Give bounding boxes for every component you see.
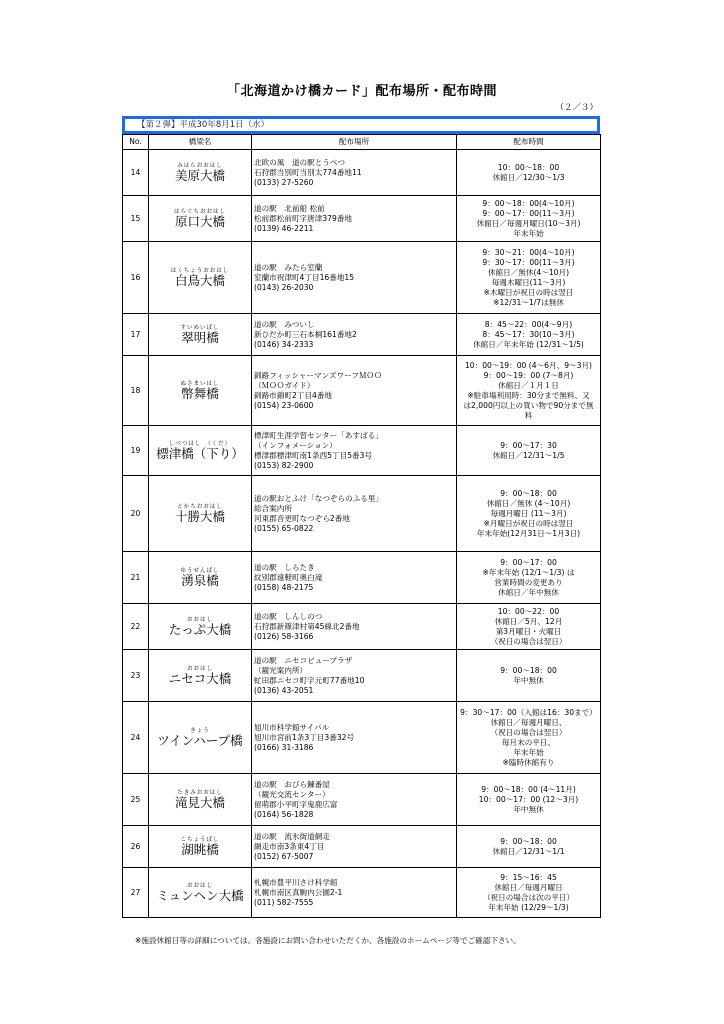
bridge-name-reading: ゆうせんばし <box>180 567 220 574</box>
place-line: 石狩郡当別町当別太774番地11 <box>254 167 362 177</box>
bridge-name-reading: すいめいばし <box>180 324 220 331</box>
place-line: 紋別郡遠軽町奥白滝 <box>254 572 323 582</box>
bridge-name-cell <box>149 426 252 476</box>
hours-line: ※月曜日が祝日の時は翌日 <box>483 518 574 528</box>
bridge-name: 湧泉橋 <box>181 572 219 588</box>
hours-cell <box>457 356 601 426</box>
hours-line: 休館日／毎週月曜日 <box>494 882 563 892</box>
table-row <box>123 650 601 702</box>
bridge-name-reading: おおはし <box>186 665 213 672</box>
place-line: 標津郡標津町南1条西5丁目5番3号 <box>254 450 373 460</box>
place-line: 総合案内所 <box>254 503 292 513</box>
hours-line: 休館日／12/30～1/3 <box>492 172 565 182</box>
hours-line: 料 <box>524 410 533 420</box>
bridge-name-cell <box>149 314 252 356</box>
place-line: 旭川市科学館サイパル <box>254 722 330 732</box>
hours-line: 9：00～17：00 <box>500 557 557 567</box>
bridge-name: 幣舞橋 <box>181 385 219 401</box>
hours-line: 10：00～22：00 <box>497 606 560 616</box>
row-number: 15 <box>123 196 149 242</box>
row-number: 18 <box>123 356 149 426</box>
table-row <box>123 826 601 868</box>
bridge-name-cell <box>149 476 252 552</box>
place-line: (0164) 56-1828 <box>254 809 314 819</box>
event-banner <box>122 116 600 134</box>
hours-line: 9：00～18：00(4～10月) <box>482 198 575 208</box>
row-number: 21 <box>123 552 149 604</box>
place-cell <box>252 604 457 650</box>
hours-line: （祝日の場合は次の平日） <box>482 892 575 902</box>
hours-line: 休館日／無休(4～10月) <box>487 267 570 277</box>
hours-line: 9：00～18：00 (4～11月) <box>481 784 576 794</box>
place-cell <box>252 702 457 774</box>
hours-cell <box>457 196 601 242</box>
hours-cell <box>457 314 601 356</box>
hours-line: 8：45～17：30(10～3月) <box>482 329 575 339</box>
row-number: 19 <box>123 426 149 476</box>
bridge-name-reading: ぬさまいはし <box>180 380 220 387</box>
hours-line: 9：00～17：00(11～3月) <box>482 208 575 218</box>
bridge-name-reading: たきみおおはし <box>177 789 223 796</box>
place-cell <box>252 826 457 868</box>
row-number: 22 <box>123 604 149 650</box>
place-line: 道の駅 みたら室蘭 <box>254 262 323 272</box>
place-cell <box>252 774 457 826</box>
bridge-name: ミュンヘン大橋 <box>156 887 244 903</box>
bridge-name-cell <box>149 868 252 918</box>
place-line: 道の駅 おびら鰊番屋 <box>254 779 330 789</box>
place-line: 道の駅 ニセコビュープラザ <box>254 655 353 665</box>
place-cell <box>252 868 457 918</box>
hours-cell <box>457 552 601 604</box>
place-line: 室蘭市祝津町4丁目16番地15 <box>254 272 355 282</box>
place-line: （インフォメーション） <box>254 440 337 450</box>
hours-line: ※年末年始 (12/1～1/3) は <box>482 567 575 577</box>
row-number: 20 <box>123 476 149 552</box>
row-number: 23 <box>123 650 149 702</box>
bridge-name-cell <box>149 552 252 604</box>
place-line: (0153) 82-2900 <box>254 460 314 470</box>
header-no: No. <box>123 135 149 150</box>
place-line: （観光交流センター） <box>254 789 330 799</box>
bridge-name-reading: こちょうばし <box>180 836 220 843</box>
bridge-name: 原口大橋 <box>174 213 225 229</box>
hours-line: 休館日／毎週月曜日、 <box>490 717 567 727</box>
hours-line: は2,000円以上の買い物で90分まで無 <box>463 400 594 410</box>
bridge-name-reading: しべつはし （くだ） <box>168 440 232 447</box>
hours-line: 毎月末の平日、 <box>501 737 556 747</box>
place-line: 河東郡音更町なつぞら2番地 <box>254 513 350 523</box>
place-line: （観光案内所） <box>254 665 308 675</box>
bridge-name-reading: はくちょうおおはし <box>170 267 230 274</box>
bridge-name: 白鳥大橋 <box>174 272 225 288</box>
place-line: 旭川市宮前1条3丁目3番32号 <box>254 732 355 742</box>
table-row <box>123 356 601 426</box>
hours-line: 9：00～19：00 (7～8月) <box>483 370 574 380</box>
place-line: 道の駅おとふけ「なつぞらのふる里」 <box>254 493 384 503</box>
place-line: 道の駅 しらたき <box>254 562 315 572</box>
hours-line: 休館日／年中無休 <box>498 587 559 597</box>
place-line: 北欧の風 道の駅とうべつ <box>254 157 346 167</box>
hours-line: 年末年始(12月31日～1月3日) <box>476 528 581 538</box>
bridge-name-reading: みはらおおはし <box>177 162 223 169</box>
table-row <box>123 476 601 552</box>
hours-line: 10：00～18：00 <box>497 162 560 172</box>
place-line: (0136) 43-2051 <box>254 685 314 695</box>
hours-line: 年末年始 (12/29～1/3) <box>488 902 569 912</box>
table-row <box>123 196 601 242</box>
bridge-name-cell <box>149 826 252 868</box>
hours-cell <box>457 604 601 650</box>
hours-line: 毎週木曜日(11～3月) <box>491 277 566 287</box>
hours-cell <box>457 426 601 476</box>
document-title: 「北海道かけ橋カード」配布場所・配布時間 <box>226 84 497 99</box>
hours-line: （祝日の場合は翌日） <box>490 727 567 737</box>
hours-line: 休館日／12/31～1/1 <box>492 846 565 856</box>
hours-cell <box>457 868 601 918</box>
place-line: 網走市南3条東4丁目 <box>254 841 325 851</box>
bridge-name-reading: はらぐちおおはし <box>173 208 226 215</box>
hours-line: 第3月曜日・火曜日 <box>495 626 562 636</box>
bridge-name: 滝見大橋 <box>174 794 225 810</box>
bridge-name-cell <box>149 774 252 826</box>
hours-line: 営業時間の変更あり <box>494 577 563 587</box>
place-cell <box>252 476 457 552</box>
hours-line: 9：15～16：45 <box>500 872 557 882</box>
bridge-name: 翠明橋 <box>181 329 219 345</box>
hours-cell <box>457 650 601 702</box>
hours-line: 9：30～17：00（入館は16：30まで） <box>460 707 597 717</box>
bridge-name-cell <box>149 150 252 196</box>
table-row <box>123 552 601 604</box>
bridge-name: ツインハープ橋 <box>157 732 243 748</box>
bridge-name-cell <box>149 196 252 242</box>
place-line: (0133) 27-5260 <box>254 177 314 187</box>
bridge-name-reading: おおはし <box>186 882 213 889</box>
place-line: (0126) 58-3166 <box>254 631 314 641</box>
hours-cell <box>457 150 601 196</box>
place-line: (0155) 65-0822 <box>254 523 314 533</box>
place-line: 新ひだか町三石本桐161番地2 <box>254 329 357 339</box>
hours-line: ※臨時休館有り <box>502 757 555 767</box>
place-line: (0139) 46-2211 <box>254 223 314 233</box>
place-line: 道の駅 しんしのつ <box>254 611 323 621</box>
hours-line: 年中無休 <box>513 675 544 685</box>
place-line: 道の駅 流氷街道網走 <box>254 831 330 841</box>
row-number: 25 <box>123 774 149 826</box>
bridge-name-reading: きょう <box>190 727 210 734</box>
table-row <box>123 868 601 918</box>
hours-cell <box>457 774 601 826</box>
bridge-name: 十勝大橋 <box>174 508 225 524</box>
place-line: (011) 582-7555 <box>254 897 314 907</box>
bridge-name: たっぷ大橋 <box>168 621 232 637</box>
place-line: 道の駅 北前船 松前 <box>254 203 325 213</box>
bridge-name-cell <box>149 604 252 650</box>
table-header-row <box>123 135 601 150</box>
place-line: 札幌市南区真駒内公園2-1 <box>254 887 343 897</box>
bridge-name: 標津橋（下り） <box>156 445 244 461</box>
row-number: 24 <box>123 702 149 774</box>
table-row <box>123 242 601 314</box>
place-cell <box>252 356 457 426</box>
hours-line: 9：00～18：00 <box>500 665 557 675</box>
bridge-name-cell <box>149 356 252 426</box>
place-line: 石狩郡新篠津村第45線北2番地 <box>254 621 360 631</box>
page-number: （２／３） <box>555 103 598 113</box>
table-body <box>123 150 601 918</box>
hours-line: 10：00～19：00 (4～6月、9～3月) <box>464 360 593 370</box>
place-line: 釧路市錦町2丁目4番地 <box>254 390 333 400</box>
place-line: (0158) 48-2175 <box>254 582 314 592</box>
place-line: (0146) 34-2333 <box>254 339 314 349</box>
hours-line: ※駐車場利用時：30分まで無料、又 <box>467 390 590 400</box>
bridge-name-cell <box>149 650 252 702</box>
place-line: 札幌市豊平川さけ科学館 <box>254 877 338 887</box>
hours-line: 9：00～18：00 <box>500 488 557 498</box>
place-line: 松前郡松前町字唐津379番地 <box>254 213 353 223</box>
header-hours: 配布時間 <box>457 135 601 150</box>
place-line: (0143) 26-2030 <box>254 282 314 292</box>
place-line: 道の駅 みついし <box>254 319 315 329</box>
place-line: (0154) 23-0600 <box>254 400 314 410</box>
hours-line: 9：30～17：00(11～3月) <box>482 257 575 267</box>
bridge-name: 湖眺橋 <box>181 841 219 857</box>
hours-line: 8：45～22：00(4～9月) <box>484 319 573 329</box>
row-number: 16 <box>123 242 149 314</box>
bridge-name-cell <box>149 242 252 314</box>
hours-cell <box>457 476 601 552</box>
bridge-name: ニセコ大橋 <box>168 670 232 686</box>
row-number: 17 <box>123 314 149 356</box>
row-number: 27 <box>123 868 149 918</box>
hours-line: ※木曜日が祝日の時は翌日 <box>483 287 574 297</box>
bridge-name-cell <box>149 702 252 774</box>
bridge-name: 美原大橋 <box>174 167 225 183</box>
table-row <box>123 774 601 826</box>
place-cell <box>252 150 457 196</box>
place-cell <box>252 196 457 242</box>
place-cell <box>252 650 457 702</box>
hours-line: （祝日の場合は翌日） <box>490 636 567 646</box>
row-number: 14 <box>123 150 149 196</box>
place-line: 虻田郡ニセコ町字元町77番地10 <box>254 675 365 685</box>
distribution-table <box>122 134 601 918</box>
place-line: (0152) 67-5007 <box>254 851 314 861</box>
hours-line: ※12/31～1/7は無休 <box>493 297 564 307</box>
hours-line: 年末年始 <box>513 747 544 757</box>
footnote: ※施設休館日等の詳細については、各施設にお問い合わせいただくか、各施設のホームページ等でご確認下さい。 <box>135 936 521 945</box>
hours-line: 9：00～17：30 <box>500 440 557 450</box>
place-line: 留萌郡小平町字鬼鹿広富 <box>254 799 338 809</box>
bridge-name-reading: おおはし <box>186 616 213 623</box>
place-cell <box>252 314 457 356</box>
place-cell <box>252 552 457 604</box>
table-row <box>123 150 601 196</box>
hours-line: 休館日／5月、12月 <box>494 616 563 626</box>
place-cell <box>252 426 457 476</box>
hours-line: 9：30～21：00(4～10月) <box>482 247 575 257</box>
hours-line: 休館日／12/31～1/5 <box>492 450 565 460</box>
hours-line: 年中無休 <box>513 804 544 814</box>
bridge-name-reading: とかちおおはし <box>177 503 223 510</box>
place-cell <box>252 242 457 314</box>
header-place: 配布場所 <box>252 135 457 150</box>
place-line: （ＭＯＯガイド） <box>254 380 315 390</box>
table-row <box>123 702 601 774</box>
hours-line: 年末年始 <box>513 228 544 238</box>
place-line: (0166) 31-3186 <box>254 742 314 752</box>
hours-line: 休館日／１月１日 <box>498 380 559 390</box>
table-row <box>123 604 601 650</box>
hours-line: 休館日／年末年始 (12/31～1/5) <box>473 339 584 349</box>
hours-cell <box>457 826 601 868</box>
header-bridge-name: 橋梁名 <box>149 135 252 150</box>
hours-line: 10：00～17：00 (12～3月) <box>478 794 579 804</box>
place-line: 標津町生涯学習センター「あすぱる」 <box>254 430 383 440</box>
hours-line: 毎週月曜日 (11～3月) <box>490 508 567 518</box>
hours-line: 休館日／毎週月曜日(10～3月) <box>476 218 581 228</box>
table-row <box>123 426 601 476</box>
hours-cell <box>457 702 601 774</box>
hours-line: 9：00～18：00 <box>500 836 557 846</box>
hours-line: 休館日／無休 (4～10月) <box>486 498 571 508</box>
table-row <box>123 314 601 356</box>
hours-cell <box>457 242 601 314</box>
row-number: 26 <box>123 826 149 868</box>
place-line: 釧路フィッシャーマンズワーフＭＯＯ <box>254 370 382 380</box>
event-banner-text: 【第２弾】平成30年8月1日（水） <box>124 118 598 132</box>
